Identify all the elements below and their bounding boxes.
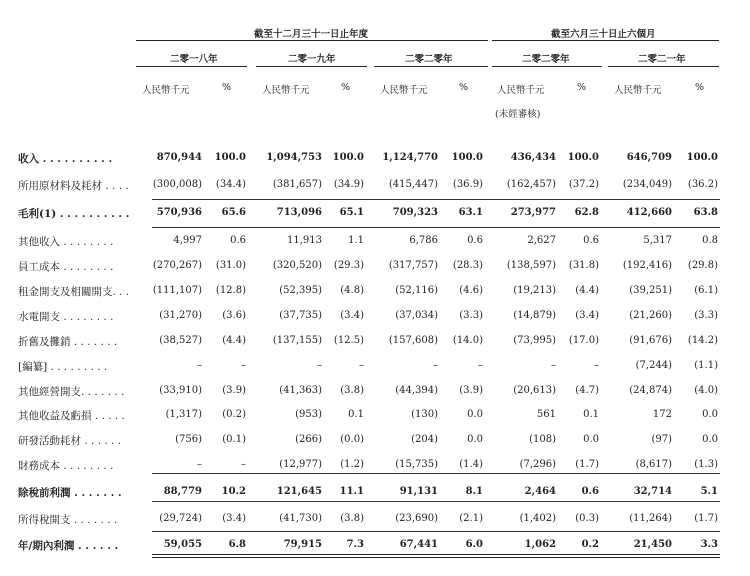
currency-col-3: 人民幣千元: [380, 85, 428, 96]
amount-cell: (15,735): [395, 459, 438, 470]
year-2020: 二零二零年: [405, 54, 453, 65]
amount-cell: (33,910): [159, 385, 202, 396]
amount-cell: 2,464: [524, 486, 556, 497]
amount-cell: 67,441: [399, 539, 438, 550]
amount-cell: (204): [411, 434, 438, 445]
amount-cell: (7,296): [519, 459, 556, 470]
amount-cell: (21,260): [629, 310, 672, 321]
amount-cell: (91,676): [629, 335, 672, 346]
percent-cell: (14.2): [687, 335, 718, 346]
year-2020-h1: 二零二零年: [522, 54, 570, 65]
currency-col-5: 人民幣千元: [614, 85, 662, 96]
amount-cell: –: [197, 459, 202, 470]
percent-cell: (1.1): [694, 360, 718, 371]
percent-cell: (0.2): [222, 409, 246, 420]
amount-cell: (266): [295, 434, 322, 445]
percent-cell: (3.4): [575, 310, 599, 321]
amount-cell: (41,730): [279, 513, 322, 524]
amount-cell: (37,735): [279, 310, 322, 321]
row-label: 其他經營開支. . . . . . .: [18, 386, 125, 398]
amount-cell: (300,008): [152, 179, 202, 190]
amount-cell: (52,395): [279, 285, 322, 296]
percent-cell: (17.0): [568, 335, 599, 346]
percent-cell: (29.8): [687, 260, 718, 271]
year-rule-5: [608, 66, 719, 67]
row-label: 其他收入 . . . . . . . .: [18, 236, 114, 248]
amount-cell: 1,124,770: [382, 152, 438, 163]
percent-cell: –: [241, 360, 246, 371]
amount-cell: (756): [175, 434, 202, 445]
year-rule-1: [136, 66, 247, 67]
amount-cell: 11,913: [287, 235, 322, 246]
percent-cell: (4.8): [340, 285, 364, 296]
amount-cell: (270,267): [152, 260, 202, 271]
amount-cell: 2,627: [527, 235, 556, 246]
percent-cell: (2.1): [459, 513, 483, 524]
amount-cell: 91,131: [399, 486, 438, 497]
rule-before-profit: [152, 531, 720, 532]
percent-cell: (4.7): [575, 385, 599, 396]
percent-cell: 0.0: [467, 434, 483, 445]
amount-cell: (320,520): [272, 260, 322, 271]
percent-cell: (3.3): [694, 310, 718, 321]
rule-after-gross-profit: [152, 227, 720, 228]
percent-cell: 0.0: [467, 409, 483, 420]
percent-cell: (3.6): [222, 310, 246, 321]
amount-cell: (130): [411, 409, 438, 420]
percent-cell: (3.8): [340, 385, 364, 396]
currency-col-1: 人民幣千元: [142, 85, 190, 96]
percent-cell: 0.6: [467, 235, 483, 246]
amount-cell: (23,690): [395, 513, 438, 524]
currency-col-2: 人民幣千元: [262, 85, 310, 96]
amount-cell: (157,608): [388, 335, 438, 346]
percent-cell: 0.1: [583, 409, 599, 420]
percent-cell: (1.3): [694, 459, 718, 470]
amount-cell: 121,645: [276, 486, 322, 497]
row-label: 收入 . . . . . . . . . .: [18, 153, 113, 165]
percent-cell: –: [478, 360, 483, 371]
amount-cell: (73,995): [513, 335, 556, 346]
percent-cell: (3.3): [459, 310, 483, 321]
row-label: 水電開支 . . . . . . . .: [18, 311, 114, 323]
percent-cell: (34.4): [215, 179, 246, 190]
amount-cell: 570,936: [156, 207, 202, 218]
amount-cell: (97): [651, 434, 672, 445]
percent-cell: 10.2: [221, 486, 246, 497]
amount-cell: (192,416): [622, 260, 672, 271]
year-rule-3: [374, 66, 488, 67]
year-rule-2: [256, 66, 367, 67]
amount-cell: (39,251): [629, 285, 672, 296]
percent-cell: 7.3: [346, 539, 364, 550]
percent-cell: 0.8: [702, 235, 718, 246]
row-label: 研發活動耗材 . . . . . .: [18, 435, 122, 447]
percent-cell: 6.0: [465, 539, 483, 550]
percent-cell: 0.0: [702, 434, 718, 445]
percent-cell: (4.0): [694, 385, 718, 396]
percent-cell: 11.1: [339, 486, 364, 497]
amount-cell: 646,709: [626, 152, 672, 163]
percent-cell: (1.7): [575, 459, 599, 470]
amount-cell: 5,317: [643, 235, 672, 246]
percent-cell: 0.0: [583, 434, 599, 445]
amount-cell: (381,657): [272, 179, 322, 190]
amount-cell: (317,757): [388, 260, 438, 271]
percent-cell: –: [594, 360, 599, 371]
amount-cell: 1,094,753: [266, 152, 322, 163]
year-2021-h1: 二零二一年: [638, 54, 686, 65]
percent-cell: (4.6): [459, 285, 483, 296]
pct-col-1: %: [222, 82, 232, 93]
amount-cell: 59,055: [163, 539, 202, 550]
rule-before-gross-profit: [152, 199, 720, 200]
amount-cell: (24,874): [629, 385, 672, 396]
amount-cell: (162,457): [506, 179, 556, 190]
amount-cell: (8,617): [635, 459, 672, 470]
rule-before-pbt: [152, 473, 720, 474]
amount-cell: (44,394): [395, 385, 438, 396]
row-label: 財務成本 . . . . . . . .: [18, 460, 114, 472]
amount-cell: 172: [652, 409, 672, 420]
amount-cell: 713,096: [276, 207, 322, 218]
percent-cell: 8.1: [465, 486, 483, 497]
amount-cell: 4,997: [173, 235, 202, 246]
row-label: 折舊及攤銷 . . . . . . .: [18, 336, 118, 348]
currency-col-4: 人民幣千元: [497, 85, 545, 96]
unaudited-note: (未經審核): [495, 109, 541, 120]
amount-cell: (234,049): [622, 179, 672, 190]
amount-cell: –: [551, 360, 556, 371]
percent-cell: (12.5): [333, 335, 364, 346]
percent-cell: –: [359, 360, 364, 371]
amount-cell: (415,447): [388, 179, 438, 190]
percent-cell: 3.3: [700, 539, 718, 550]
amount-cell: –: [197, 360, 202, 371]
row-label: 毛利(1) . . . . . . . . . .: [18, 208, 130, 220]
amount-cell: (1,402): [519, 513, 556, 524]
percent-cell: (0.0): [340, 434, 364, 445]
percent-cell: (31.8): [568, 260, 599, 271]
percent-cell: 6.8: [228, 539, 246, 550]
percent-cell: 63.8: [693, 207, 718, 218]
percent-cell: 5.1: [700, 486, 718, 497]
row-label: 年/期內利潤 . . . . . .: [18, 540, 119, 552]
amount-cell: 32,714: [633, 486, 672, 497]
amount-cell: 709,323: [392, 207, 438, 218]
row-label: 租金開支及相關開支. . .: [18, 286, 130, 298]
percent-cell: (36.2): [687, 179, 718, 190]
header-fiscal-year: 截至十二月三十一日止年度: [254, 29, 369, 40]
amount-cell: 412,660: [626, 207, 672, 218]
percent-cell: (29.3): [333, 260, 364, 271]
amount-cell: (20,613): [513, 385, 556, 396]
percent-cell: 65.1: [339, 207, 364, 218]
pct-col-4: %: [577, 82, 587, 93]
percent-cell: (34.9): [333, 179, 364, 190]
percent-cell: (3.9): [222, 385, 246, 396]
amount-cell: (7,244): [635, 360, 672, 371]
pct-col-5: %: [695, 82, 705, 93]
amount-cell: 79,915: [283, 539, 322, 550]
percent-cell: (31.0): [215, 260, 246, 271]
amount-cell: 1,062: [524, 539, 556, 550]
amount-cell: 561: [536, 409, 556, 420]
percent-cell: (1.7): [694, 513, 718, 524]
percent-cell: 0.2: [581, 539, 599, 550]
percent-cell: (3.9): [459, 385, 483, 396]
percent-cell: 100.0: [332, 152, 364, 163]
percent-cell: 100.0: [567, 152, 599, 163]
percent-cell: (3.4): [222, 513, 246, 524]
amount-cell: 436,434: [510, 152, 556, 163]
amount-cell: (137,155): [272, 335, 322, 346]
rule-after-pbt: [152, 501, 720, 502]
amount-cell: (52,116): [395, 285, 438, 296]
percent-cell: (37.2): [568, 179, 599, 190]
amount-cell: (138,597): [506, 260, 556, 271]
year-2019: 二零一九年: [288, 54, 336, 65]
amount-cell: 88,779: [163, 486, 202, 497]
percent-cell: (1.4): [459, 459, 483, 470]
row-label: 所得稅開支 . . . . . . .: [18, 514, 118, 526]
row-label: [編纂] . . . . . . . . .: [18, 361, 108, 373]
percent-cell: 0.6: [581, 486, 599, 497]
percent-cell: 100.0: [214, 152, 246, 163]
amount-cell: –: [433, 360, 438, 371]
rule-double-profit: [152, 554, 720, 558]
percent-cell: –: [241, 459, 246, 470]
row-label: 除稅前利潤 . . . . . . .: [18, 487, 122, 499]
amount-cell: (31,270): [159, 310, 202, 321]
percent-cell: 100.0: [451, 152, 483, 163]
amount-cell: (11,264): [629, 513, 672, 524]
amount-cell: 870,944: [156, 152, 202, 163]
percent-cell: 63.1: [458, 207, 483, 218]
percent-cell: (3.4): [340, 310, 364, 321]
percent-cell: (1.2): [340, 459, 364, 470]
percent-cell: (36.9): [452, 179, 483, 190]
percent-cell: (4.4): [222, 335, 246, 346]
percent-cell: (6.1): [694, 285, 718, 296]
row-label: 其他收益及虧損 . . . . .: [18, 410, 125, 422]
amount-cell: (111,107): [152, 285, 202, 296]
percent-cell: (28.3): [452, 260, 483, 271]
percent-cell: (4.4): [575, 285, 599, 296]
percent-cell: (3.8): [340, 513, 364, 524]
amount-cell: (38,527): [159, 335, 202, 346]
percent-cell: (14.0): [452, 335, 483, 346]
header-rule-left: [136, 40, 488, 41]
amount-cell: (41,363): [279, 385, 322, 396]
pct-col-2: %: [341, 82, 351, 93]
percent-cell: (0.3): [575, 513, 599, 524]
amount-cell: 6,786: [409, 235, 438, 246]
percent-cell: 65.6: [221, 207, 246, 218]
percent-cell: 62.8: [574, 207, 599, 218]
amount-cell: (29,724): [159, 513, 202, 524]
amount-cell: 21,450: [633, 539, 672, 550]
amount-cell: (1,317): [165, 409, 202, 420]
percent-cell: (0.1): [222, 434, 246, 445]
year-rule-4: [492, 66, 602, 67]
header-six-months: 截至六月三十日止六個月: [551, 29, 656, 40]
amount-cell: –: [317, 360, 322, 371]
row-label: 員工成本 . . . . . . . .: [18, 261, 114, 273]
amount-cell: (19,213): [513, 285, 556, 296]
percent-cell: 0.1: [348, 409, 364, 420]
amount-cell: (953): [295, 409, 322, 420]
amount-cell: (14,879): [513, 310, 556, 321]
percent-cell: 0.6: [583, 235, 599, 246]
amount-cell: (108): [529, 434, 556, 445]
amount-cell: (12,977): [279, 459, 322, 470]
percent-cell: 1.1: [348, 235, 364, 246]
pct-col-3: %: [459, 82, 469, 93]
amount-cell: (37,034): [395, 310, 438, 321]
amount-cell: 273,977: [510, 207, 556, 218]
percent-cell: (12.8): [215, 285, 246, 296]
year-2018: 二零一八年: [170, 54, 218, 65]
percent-cell: 100.0: [686, 152, 718, 163]
row-label: 所用原材料及耗材 . . . .: [18, 180, 129, 192]
percent-cell: 0.6: [230, 235, 246, 246]
header-rule-right: [492, 40, 719, 41]
percent-cell: 0.0: [702, 409, 718, 420]
